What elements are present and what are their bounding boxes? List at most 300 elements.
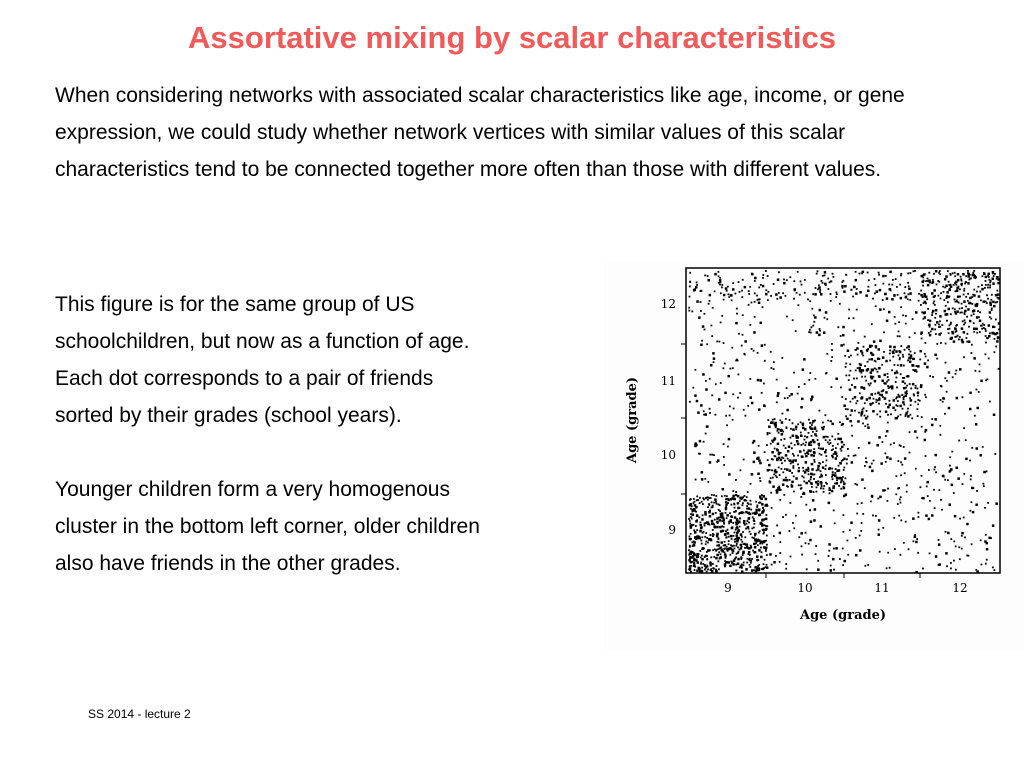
friendship-dot xyxy=(826,318,828,320)
friendship-dot xyxy=(698,316,701,319)
friendship-dot xyxy=(808,379,810,381)
friendship-dot xyxy=(694,501,696,503)
friendship-dot xyxy=(889,404,891,406)
friendship-dot xyxy=(866,398,869,401)
friendship-dot xyxy=(921,475,923,477)
friendship-dot xyxy=(724,560,726,562)
friendship-dot xyxy=(802,467,804,469)
friendship-dot xyxy=(770,351,772,353)
friendship-dot xyxy=(978,295,981,298)
friendship-dot xyxy=(843,444,845,446)
friendship-dot xyxy=(772,441,774,443)
friendship-dot xyxy=(967,293,969,295)
friendship-dot xyxy=(835,457,838,460)
friendship-dot xyxy=(995,346,997,348)
friendship-dot xyxy=(969,392,972,395)
friendship-dot xyxy=(826,372,828,374)
friendship-dot xyxy=(714,291,716,293)
friendship-dot xyxy=(994,351,996,353)
friendship-dot xyxy=(770,295,772,297)
friendship-dot xyxy=(701,478,704,481)
friendship-dot xyxy=(853,286,856,289)
friendship-dot xyxy=(945,552,948,555)
friendship-dot xyxy=(753,461,756,464)
friendship-dot xyxy=(935,333,937,335)
friendship-dot xyxy=(775,426,777,428)
friendship-dot xyxy=(964,313,966,315)
friendship-dot xyxy=(874,393,876,395)
friendship-dot xyxy=(725,415,727,417)
friendship-dot xyxy=(818,462,820,464)
friendship-dot xyxy=(918,512,920,514)
friendship-dot xyxy=(777,458,779,460)
friendship-dot xyxy=(843,481,845,483)
friendship-dot xyxy=(945,343,947,345)
friendship-dot xyxy=(898,321,900,323)
friendship-dot xyxy=(818,447,820,449)
friendship-dot xyxy=(706,497,708,499)
friendship-dot xyxy=(915,369,917,371)
friendship-dot xyxy=(984,507,986,509)
friendship-dot xyxy=(961,327,964,330)
friendship-dot xyxy=(736,494,738,496)
friendship-dot xyxy=(751,302,753,304)
friendship-dot xyxy=(850,370,852,372)
friendship-dot xyxy=(829,489,832,492)
friendship-dot xyxy=(758,299,760,301)
friendship-dot xyxy=(828,543,831,546)
friendship-dot xyxy=(728,473,731,476)
friendship-dot xyxy=(925,514,928,517)
friendship-dot xyxy=(778,452,780,454)
friendship-dot xyxy=(783,282,786,285)
friendship-dot xyxy=(854,410,856,412)
friendship-dot xyxy=(750,562,752,564)
friendship-dot xyxy=(938,539,940,541)
friendship-dot xyxy=(920,294,923,297)
friendship-dot xyxy=(696,519,698,521)
friendship-dot xyxy=(754,535,756,537)
friendship-dot xyxy=(976,447,979,450)
friendship-dot xyxy=(753,569,755,571)
friendship-dot xyxy=(954,515,957,518)
friendship-dot xyxy=(830,360,832,362)
friendship-dot xyxy=(854,396,857,399)
friendship-dot xyxy=(833,569,835,571)
friendship-dot xyxy=(973,270,975,272)
friendship-dot xyxy=(715,414,717,416)
friendship-dot xyxy=(966,337,968,339)
friendship-dot xyxy=(845,398,847,400)
friendship-dot xyxy=(774,455,776,457)
friendship-dot xyxy=(751,528,753,530)
friendship-dot xyxy=(918,516,920,518)
friendship-dot xyxy=(841,285,844,288)
friendship-dot xyxy=(754,523,756,525)
friendship-dot xyxy=(913,393,915,395)
friendship-dot xyxy=(985,301,987,303)
friendship-dot xyxy=(887,385,889,387)
friendship-dot xyxy=(734,541,736,543)
friendship-dot xyxy=(950,274,952,276)
friendship-dot xyxy=(709,412,711,414)
friendship-dot xyxy=(954,328,957,331)
friendship-dot xyxy=(849,420,852,423)
friendship-dot xyxy=(905,521,907,523)
friendship-dot xyxy=(848,317,850,319)
friendship-dot xyxy=(822,466,825,469)
friendship-dot xyxy=(718,551,720,553)
friendship-dot xyxy=(716,565,718,567)
friendship-dot xyxy=(946,380,948,382)
friendship-dot xyxy=(876,369,878,371)
friendship-dot xyxy=(703,414,705,416)
friendship-dot xyxy=(995,319,997,321)
friendship-dot xyxy=(879,358,881,360)
friendship-dot xyxy=(883,382,885,384)
friendship-dot xyxy=(953,284,955,286)
friendship-dot xyxy=(696,515,699,518)
friendship-dot xyxy=(900,273,902,275)
friendship-dot xyxy=(699,497,701,499)
friendship-dot xyxy=(790,442,792,444)
friendship-dot xyxy=(801,545,803,547)
friendship-dot xyxy=(696,529,698,531)
friendship-dot xyxy=(900,297,903,300)
friendship-dot xyxy=(998,368,1000,370)
friendship-dot xyxy=(906,385,908,387)
friendship-dot xyxy=(834,522,836,524)
friendship-dot xyxy=(726,498,728,500)
friendship-dot xyxy=(845,408,847,410)
friendship-dot xyxy=(731,347,733,349)
friendship-dot xyxy=(725,512,727,514)
friendship-dot xyxy=(957,477,960,480)
friendship-dot xyxy=(729,512,731,514)
friendship-dot xyxy=(986,294,988,296)
friendship-dot xyxy=(828,288,830,290)
friendship-dot xyxy=(920,290,922,292)
friendship-dot xyxy=(786,468,789,471)
friendship-dot xyxy=(771,564,773,566)
friendship-dot xyxy=(699,440,702,443)
y-tick-label: 12 xyxy=(660,297,676,311)
friendship-dot xyxy=(842,334,845,337)
friendship-dot xyxy=(802,424,804,426)
friendship-dot xyxy=(931,328,934,331)
friendship-dot xyxy=(761,519,763,521)
friendship-dot xyxy=(721,287,723,289)
friendship-dot xyxy=(769,432,771,434)
friendship-dot xyxy=(906,376,908,378)
friendship-dot xyxy=(929,500,931,502)
friendship-dot xyxy=(786,409,789,412)
friendship-dot xyxy=(779,474,781,476)
friendship-dot xyxy=(947,479,949,481)
friendship-dot xyxy=(892,356,894,358)
friendship-dot xyxy=(868,359,870,361)
friendship-dot xyxy=(739,291,741,293)
friendship-dot xyxy=(742,334,744,336)
friendship-dot xyxy=(959,296,961,298)
friendship-dot xyxy=(805,542,807,544)
friendship-dot xyxy=(878,529,880,531)
friendship-dot xyxy=(810,478,812,480)
friendship-dot xyxy=(700,310,702,312)
friendship-dot xyxy=(976,389,978,391)
friendship-dot xyxy=(779,419,781,421)
friendship-dot xyxy=(841,396,843,398)
friendship-dot xyxy=(707,499,709,501)
friendship-dot xyxy=(853,378,855,380)
friendship-dot xyxy=(770,492,772,494)
friendship-dot xyxy=(751,402,754,405)
friendship-dot xyxy=(702,325,705,328)
friendship-dot xyxy=(817,480,819,482)
friendship-dot xyxy=(900,414,902,416)
friendship-dot xyxy=(776,379,778,381)
friendship-dot xyxy=(832,478,834,480)
friendship-dot xyxy=(906,484,908,486)
friendship-dot xyxy=(865,461,867,463)
friendship-dot xyxy=(872,410,875,413)
friendship-dot xyxy=(737,360,739,362)
friendship-dot xyxy=(895,398,897,400)
friendship-dot xyxy=(782,471,784,473)
friendship-dot xyxy=(952,273,954,275)
friendship-dot xyxy=(764,360,766,362)
friendship-dot xyxy=(879,411,881,413)
friendship-dot xyxy=(947,301,949,303)
friendship-dot xyxy=(961,532,964,535)
friendship-dot xyxy=(936,284,938,286)
friendship-dot xyxy=(765,528,768,531)
friendship-dot xyxy=(893,517,895,519)
friendship-dot xyxy=(840,448,842,450)
friendship-dot xyxy=(955,325,957,327)
friendship-dot xyxy=(955,301,957,303)
friendship-dot xyxy=(696,284,698,286)
friendship-dot xyxy=(777,443,780,446)
friendship-dot xyxy=(902,377,904,379)
friendship-dot xyxy=(929,553,931,555)
friendship-dot xyxy=(779,552,781,554)
friendship-dot xyxy=(811,326,813,328)
friendship-dot xyxy=(875,515,877,517)
friendship-dot xyxy=(821,280,823,282)
friendship-dot xyxy=(885,391,888,394)
friendship-dot xyxy=(727,532,730,535)
friendship-dot xyxy=(819,289,821,291)
friendship-dot xyxy=(949,328,951,330)
friendship-dot xyxy=(689,286,691,288)
friendship-dot xyxy=(879,416,881,418)
friendship-dot xyxy=(735,479,737,481)
friendship-dot xyxy=(959,558,961,560)
friendship-dot xyxy=(725,536,727,538)
friendship-dot xyxy=(850,414,852,416)
friendship-dot xyxy=(788,460,790,462)
friendship-dot xyxy=(970,510,972,512)
friendship-dot xyxy=(785,563,787,565)
friendship-dot xyxy=(981,328,983,330)
friendship-dot xyxy=(996,340,999,343)
friendship-dot xyxy=(846,418,849,421)
friendship-dot xyxy=(825,311,828,314)
friendship-dot xyxy=(705,541,707,543)
friendship-dot xyxy=(704,313,706,315)
friendship-dot xyxy=(701,340,703,342)
friendship-dot xyxy=(747,558,749,560)
friendship-dot xyxy=(794,288,797,291)
friendship-dot xyxy=(987,298,989,300)
friendship-dot xyxy=(705,380,707,382)
friendship-dot xyxy=(878,272,880,274)
friendship-dot xyxy=(696,570,699,573)
friendship-dot xyxy=(693,560,695,562)
friendship-dot xyxy=(812,499,815,502)
friendship-dot xyxy=(859,367,862,370)
friendship-dot xyxy=(959,308,961,310)
friendship-dot xyxy=(781,357,783,359)
friendship-dot xyxy=(716,535,719,538)
friendship-dot xyxy=(813,491,815,493)
friendship-dot xyxy=(825,455,827,457)
friendship-dot xyxy=(927,308,929,310)
friendship-dot xyxy=(924,353,926,355)
friendship-dot xyxy=(829,492,831,494)
friendship-dot xyxy=(812,293,814,295)
friendship-dot xyxy=(718,538,720,540)
friendship-dot xyxy=(843,458,846,461)
friendship-dot xyxy=(770,422,773,425)
friendship-dot xyxy=(944,377,946,379)
friendship-dot xyxy=(791,484,793,486)
friendship-dot xyxy=(951,451,953,453)
friendship-dot xyxy=(927,319,929,321)
friendship-dot xyxy=(693,529,695,531)
friendship-dot xyxy=(843,495,846,498)
friendship-dot xyxy=(729,549,731,551)
friendship-dot xyxy=(834,483,836,485)
friendship-dot xyxy=(887,422,889,424)
friendship-dot xyxy=(747,520,749,522)
friendship-dot xyxy=(711,520,714,523)
friendship-dot xyxy=(939,489,941,491)
friendship-dot xyxy=(925,342,927,344)
friendship-dot xyxy=(757,544,759,546)
friendship-dot xyxy=(946,320,948,322)
friendship-dot xyxy=(897,405,899,407)
friendship-dot xyxy=(709,461,712,464)
figure-description-line: schoolchildren, but now as a function of age. xyxy=(55,330,470,353)
friendship-dot xyxy=(720,556,723,559)
friendship-dot xyxy=(748,528,750,530)
friendship-dot xyxy=(871,470,874,473)
friendship-dot xyxy=(963,290,965,292)
friendship-dot xyxy=(902,408,904,410)
friendship-dot xyxy=(744,524,746,526)
friendship-dot xyxy=(820,488,822,490)
friendship-dot xyxy=(932,376,934,378)
friendship-dot xyxy=(767,469,770,472)
friendship-dot xyxy=(874,380,877,383)
friendship-dot xyxy=(749,324,751,326)
friendship-dot xyxy=(859,549,862,552)
friendship-dot xyxy=(928,332,930,334)
friendship-dot xyxy=(988,358,990,360)
friendship-dot xyxy=(912,318,914,320)
friendship-dot xyxy=(725,507,728,510)
friendship-dot xyxy=(910,388,912,390)
friendship-dot xyxy=(923,293,926,296)
friendship-dot xyxy=(706,343,708,345)
friendship-dot xyxy=(921,426,923,428)
friendship-dot xyxy=(748,293,750,295)
friendship-dot xyxy=(907,408,909,410)
friendship-dot xyxy=(718,504,720,506)
friendship-dot xyxy=(813,452,816,455)
friendship-dot xyxy=(743,409,745,411)
friendship-dot xyxy=(800,496,802,498)
friendship-dot xyxy=(908,293,910,295)
friendship-dot xyxy=(801,444,803,446)
friendship-dot xyxy=(810,520,813,523)
friendship-dot xyxy=(854,386,857,389)
friendship-dot xyxy=(731,538,733,540)
friendship-dot xyxy=(992,332,995,335)
friendship-dot xyxy=(801,554,803,556)
friendship-dot xyxy=(900,461,902,463)
friendship-dot xyxy=(745,511,748,514)
friendship-dot xyxy=(899,499,901,501)
friendship-dot xyxy=(903,402,905,404)
friendship-dot xyxy=(820,475,823,478)
friendship-dot xyxy=(903,446,905,448)
friendship-dot xyxy=(815,378,817,380)
friendship-dot xyxy=(707,275,709,277)
friendship-dot xyxy=(731,504,733,506)
friendship-dot xyxy=(810,444,812,446)
friendship-dot xyxy=(742,554,744,556)
friendship-dot xyxy=(935,471,937,473)
friendship-dot xyxy=(777,392,780,395)
friendship-dot xyxy=(926,366,929,369)
friendship-dot xyxy=(812,422,814,424)
friendship-dot xyxy=(983,327,985,329)
friendship-dot xyxy=(727,529,729,531)
friendship-dot xyxy=(967,300,969,302)
friendship-dot xyxy=(752,537,754,539)
friendship-dot xyxy=(732,288,735,291)
friendship-dot xyxy=(871,353,874,356)
friendship-dot xyxy=(737,502,740,505)
friendship-dot xyxy=(825,439,827,441)
friendship-dot xyxy=(969,320,972,323)
friendship-dot xyxy=(915,541,918,544)
friendship-dot xyxy=(846,458,848,460)
friendship-dot xyxy=(813,448,815,450)
friendship-dot xyxy=(810,482,813,485)
friendship-dot xyxy=(826,353,828,355)
friendship-dot xyxy=(870,501,872,503)
friendship-dot xyxy=(800,406,803,409)
friendship-dot xyxy=(707,521,709,523)
friendship-dot xyxy=(786,479,789,482)
friendship-dot xyxy=(781,421,784,424)
friendship-dot xyxy=(989,284,991,286)
friendship-dot xyxy=(814,474,816,476)
